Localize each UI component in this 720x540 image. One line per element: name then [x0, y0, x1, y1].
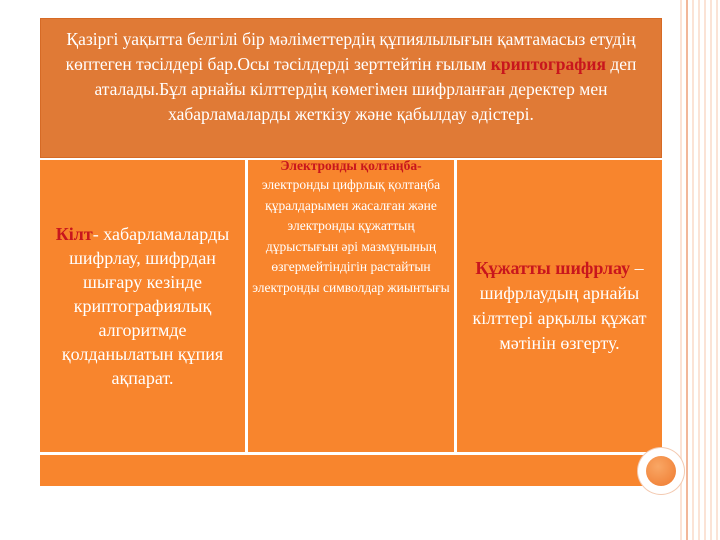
definition-encryption-text: шифрлаудың арнайы кілттері арқылы құжат мәтінін өзгерту. — [472, 283, 647, 353]
badge-circle-icon — [646, 456, 676, 486]
definition-signature-text: электронды цифрлық қолтаңба құралдарымен жасалған және электронды құжаттың дұрыстығын әрі мазмұнының өзгермейтіндігін растайтын электронды символдар жиынтығы — [252, 177, 450, 295]
definition-key-text: хабарламаларды шифрлау, шифрдан шығару кезінде криптографиялық алгоритмде қолданылатын құпия ақпарат. — [61, 224, 230, 388]
intro-box — [40, 18, 662, 158]
slide-number-badge — [638, 448, 684, 494]
definition-cell-key — [40, 160, 245, 452]
term-key: Кілт — [55, 224, 93, 244]
decorative-stripe-edge — [686, 0, 688, 540]
term-signature: Электронды қолтаңба- — [280, 160, 422, 173]
table-footer-row — [40, 452, 662, 486]
intro-text-before: Қазіргі уақытта белгілі бір мәліметтердің құпиялылығын қамтамасыз етудің көптеген тәсілдері бар.Осы тәсілдерді зерттейтін ғылым — [65, 29, 636, 74]
definition-cell-encryption — [457, 160, 662, 452]
term-key-separator: - — [92, 224, 99, 244]
term-encryption: Құжатты шифрлау — [475, 258, 631, 278]
term-encryption-separator: – — [630, 258, 644, 278]
intro-text-after: деп аталады.Бұл арнайы кілттердің көмегімен шифрланған деректер мен хабарламаларды жеткізу және қабылдау әдістері. — [94, 54, 637, 124]
definition-cell-signature — [248, 160, 454, 452]
definitions-table — [40, 160, 662, 452]
intro-keyword: криптография — [490, 54, 606, 74]
slide-left-margin — [0, 0, 10, 540]
